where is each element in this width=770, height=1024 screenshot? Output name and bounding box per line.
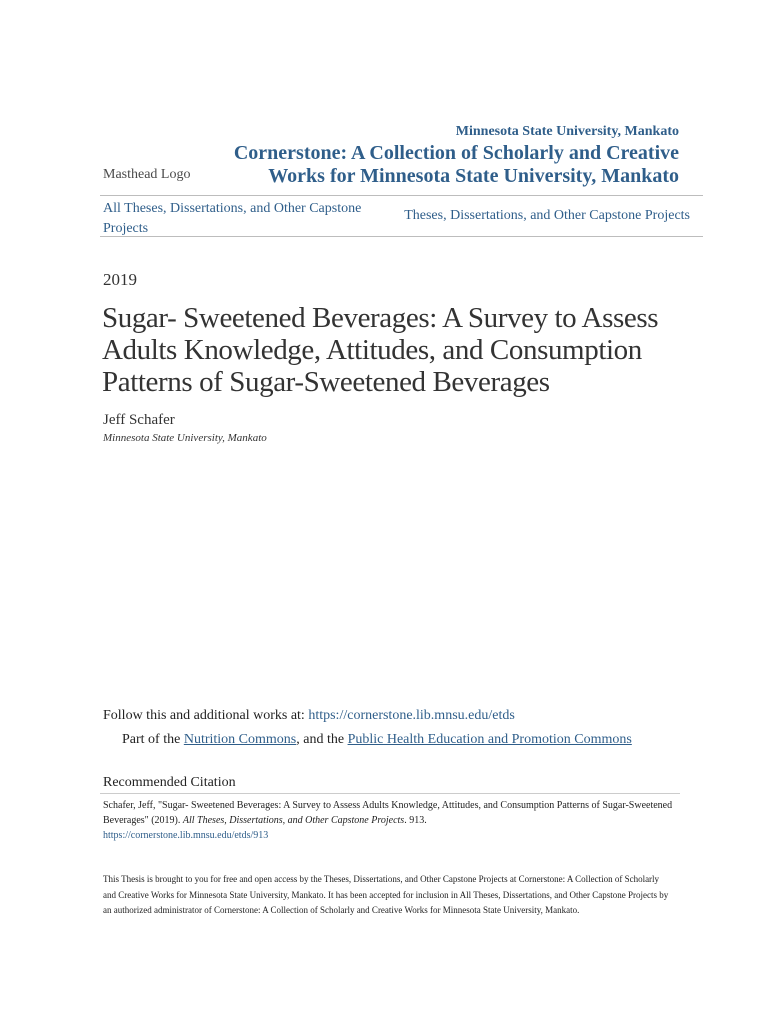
partof-mid: , and the [296,732,348,747]
repository-title[interactable]: Cornerstone: A Collection of Scholarly and Creative Works for Minnesota State University, Mankato [233,142,679,187]
author-name[interactable]: Jeff Schafer [103,412,175,428]
follow-url-link[interactable]: https://cornerstone.lib.mnsu.edu/etds [308,708,515,723]
citation-divider [100,793,680,794]
publication-year: 2019 [103,270,137,289]
citation-url-link[interactable]: https://cornerstone.lib.mnsu.edu/etds/913 [103,830,269,841]
series-link[interactable]: Theses, Dissertations, and Other Capstone Projects [404,208,690,223]
public-health-commons-link[interactable]: Public Health Education and Promotion Commons [347,732,632,747]
header-divider-top [100,195,703,196]
access-notice: This Thesis is brought to you for free and open access by the Theses, Dissertations, and Other Capstone Projects at Cornerstone: A Collection of Scholarly and Creative Works for Minnesota State University, Mankato. It has been accepted for inclusion in All Theses, Dissertations, and Other Capstone Projects by an authorized administrator of Cornerstone: A Collection of Scholarly and Creative Works for Minnesota State University, Mankato. [103,874,669,915]
author-affiliation: Minnesota State University, Mankato [103,432,267,444]
follow-prefix: Follow this and additional works at: [103,708,309,723]
citation-body: Schafer, Jeff, "Sugar- Sweetened Beverages: A Survey to Assess Adults Knowledge, Attitudes, and Consumption Patterns of Sugar-Sweetened Beverages" (2019). [103,800,673,826]
citation-text [103,798,673,843]
paper-title: Sugar- Sweetened Beverages: A Survey to Assess Adults Knowledge, Attitudes, and Consumption Patterns of Sugar-Sweetened Beverages [102,302,659,398]
citation-number: . 913. [404,815,427,826]
partof-prefix: Part of the [122,732,184,747]
part-of-line [122,732,632,748]
nutrition-commons-link[interactable]: Nutrition Commons [183,732,297,747]
follow-line [103,708,515,724]
recommended-citation-heading: Recommended Citation [103,775,236,790]
masthead-logo: Masthead Logo [103,167,191,182]
citation-series: All Theses, Dissertations, and Other Capstone Projects [182,815,405,826]
university-name[interactable]: Minnesota State University, Mankato [455,124,679,139]
header-divider-bottom [100,236,703,237]
collection-link[interactable]: All Theses, Dissertations, and Other Capstone Projects [103,201,362,236]
